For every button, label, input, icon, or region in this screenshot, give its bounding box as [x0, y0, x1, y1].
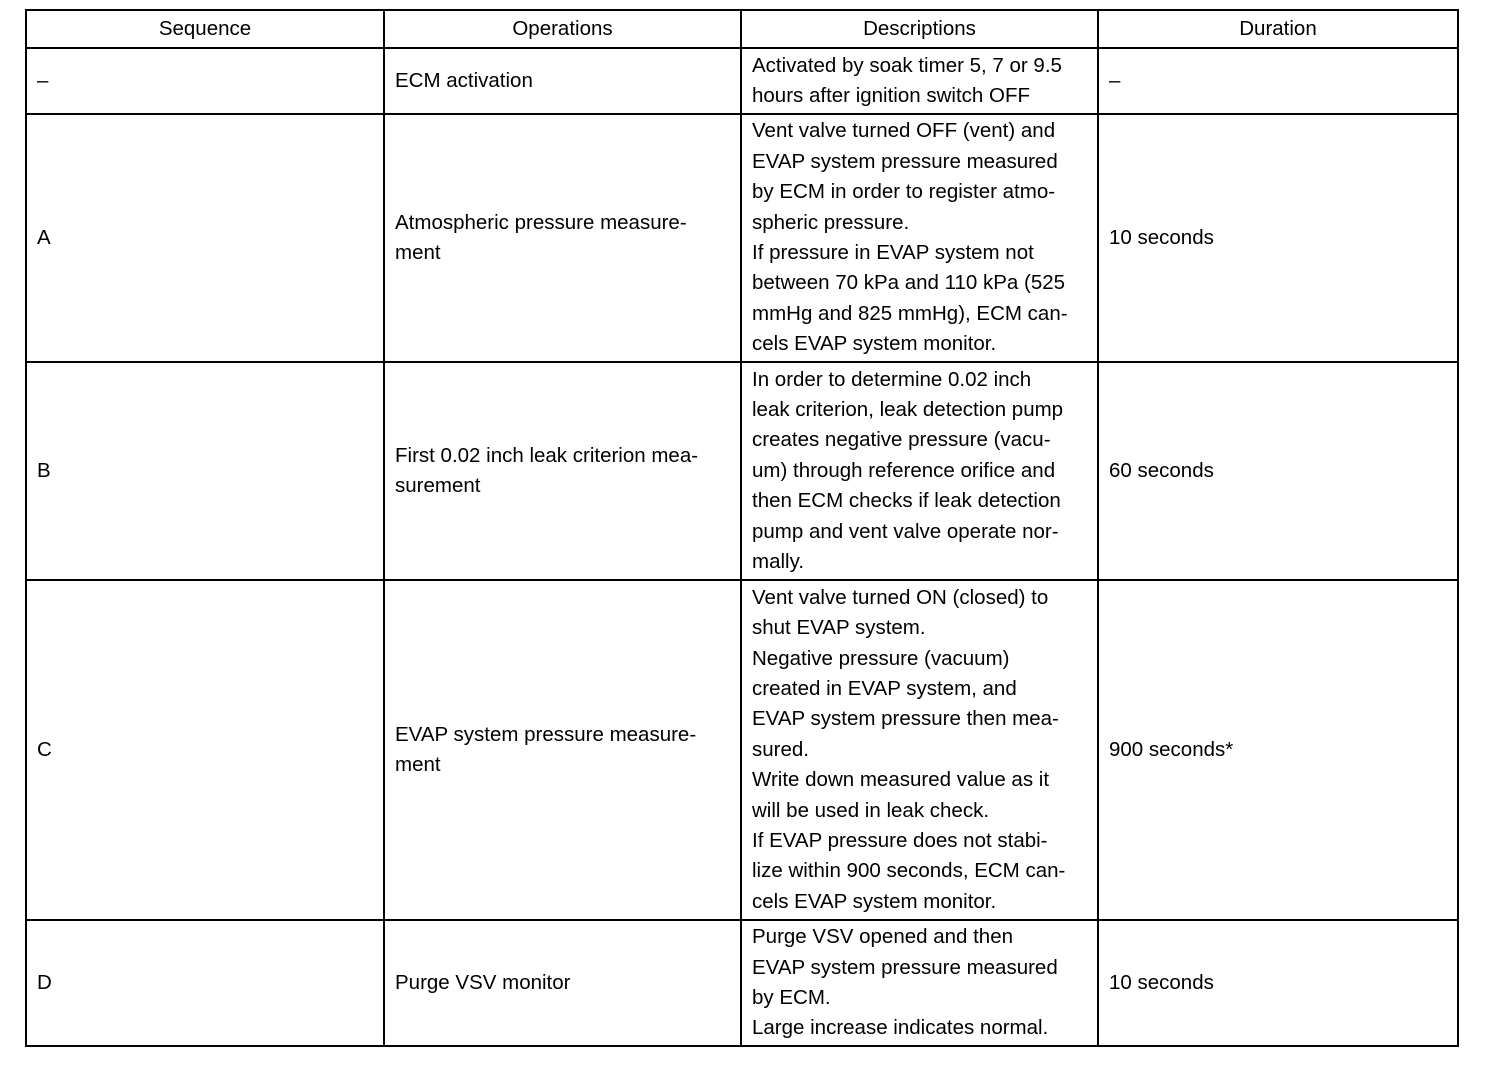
operation-cell	[384, 48, 741, 114]
description-cell	[741, 920, 1098, 1046]
description-line: lize within 900 seconds, ECM can-	[752, 859, 1066, 883]
header-operations: Operations	[384, 10, 741, 48]
sequence-cell: –	[26, 48, 384, 114]
description-line: Vent valve turned OFF (vent) and	[752, 119, 1056, 143]
description-line: between 70 kPa and 110 kPa (525	[752, 271, 1066, 295]
description-cell	[741, 580, 1098, 920]
duration-cell: 10 seconds	[1098, 114, 1458, 362]
description-cell	[741, 48, 1098, 114]
description-line: cels EVAP system monitor.	[752, 889, 997, 913]
duration-cell: 10 seconds	[1098, 920, 1458, 1046]
duration-cell: 60 seconds	[1098, 362, 1458, 580]
duration-cell: –	[1098, 48, 1458, 114]
table-row	[26, 114, 1458, 362]
operation-cell	[384, 114, 741, 362]
header-duration: Duration	[1098, 10, 1458, 48]
description-line: Negative pressure (vacuum)	[752, 646, 1010, 670]
sequence-cell: B	[26, 362, 384, 580]
description-line: hours after ignition switch OFF	[752, 84, 1030, 107]
operation-line: Purge VSV monitor	[395, 970, 571, 994]
description-line: creates negative pressure (vacu-	[752, 428, 1051, 452]
description-line: shut EVAP system.	[752, 616, 926, 640]
sequence-cell: A	[26, 114, 384, 362]
table-header-row	[26, 10, 1458, 48]
operation-line: ECM activation	[395, 68, 533, 92]
evap-monitor-sequence-table	[25, 9, 1459, 1047]
header-sequence: Sequence	[26, 10, 384, 48]
description-line: In order to determine 0.02 inch	[752, 367, 1032, 391]
description-line: created in EVAP system, and	[752, 676, 1017, 700]
description-cell	[741, 362, 1098, 580]
operation-line: ment	[395, 241, 441, 264]
table-row	[26, 362, 1458, 580]
operation-line: First 0.02 inch leak criterion mea-	[395, 443, 699, 467]
description-line: Vent valve turned ON (closed) to	[752, 585, 1049, 609]
description-line: EVAP system pressure then mea-	[752, 707, 1059, 731]
description-line: by ECM in order to register atmo-	[752, 180, 1056, 204]
operation-line: EVAP system pressure measure-	[395, 722, 697, 746]
description-line: Large increase indicates normal.	[752, 1016, 1049, 1040]
description-line: will be used in leak check.	[752, 798, 990, 822]
description-line: by ECM.	[752, 986, 831, 1009]
description-cell	[741, 114, 1098, 362]
description-line: EVAP system pressure measured	[752, 149, 1058, 173]
description-line: then ECM checks if leak detection	[752, 489, 1061, 513]
operation-line: surement	[395, 474, 481, 497]
description-line: cels EVAP system monitor.	[752, 332, 997, 356]
duration-cell: 900 seconds*	[1098, 580, 1458, 920]
operation-line: ment	[395, 753, 441, 776]
description-line: pump and vent valve operate nor-	[752, 519, 1059, 543]
description-line: mally.	[752, 550, 805, 574]
description-line: um) through reference orifice and	[752, 458, 1056, 482]
operation-cell	[384, 580, 741, 920]
description-line: If EVAP pressure does not stabi-	[752, 829, 1048, 853]
table-row	[26, 580, 1458, 920]
description-line: mmHg and 825 mmHg), ECM can-	[752, 301, 1068, 325]
description-line: sured.	[752, 737, 809, 761]
table-row	[26, 920, 1458, 1046]
description-line: Activated by soak timer 5, 7 or 9.5	[752, 53, 1062, 77]
description-line: If pressure in EVAP system not	[752, 241, 1034, 264]
description-line: Write down measured value as it	[752, 768, 1050, 792]
operation-line: Atmospheric pressure measure-	[395, 210, 687, 234]
operation-cell	[384, 920, 741, 1046]
operation-cell	[384, 362, 741, 580]
description-line: spheric pressure.	[752, 210, 910, 234]
header-descriptions: Descriptions	[741, 10, 1098, 48]
description-line: leak criterion, leak detection pump	[752, 397, 1064, 421]
description-line: EVAP system pressure measured	[752, 955, 1058, 979]
sequence-cell: C	[26, 580, 384, 920]
table-row	[26, 48, 1458, 114]
sequence-cell: D	[26, 920, 384, 1046]
description-line: Purge VSV opened and then	[752, 925, 1014, 949]
